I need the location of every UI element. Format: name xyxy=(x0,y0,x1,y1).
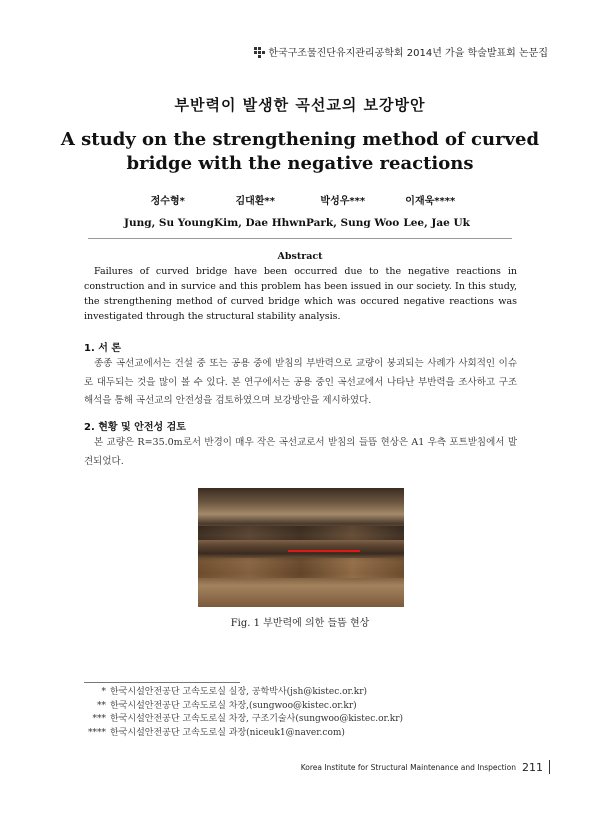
footnote-text: 한국시설안전공단 고속도로실 과장(niceuk1@naver.com) xyxy=(110,727,345,738)
header-text: 한국구조물진단유지관리공학회 2014년 가을 학술발표회 논문집 xyxy=(268,48,548,59)
uplift-marker-line xyxy=(288,550,360,552)
running-header xyxy=(254,44,548,59)
author-en: Jung, Su Young xyxy=(124,217,214,229)
abstract-title: Abstract xyxy=(277,251,323,262)
photo-shadow-band xyxy=(198,526,404,540)
author-ko: 이재욱**** xyxy=(405,196,456,207)
footnote xyxy=(84,686,403,700)
footnote-mark: *** xyxy=(92,714,106,724)
footnote xyxy=(84,700,403,714)
footnote-mark: * xyxy=(101,687,106,697)
author-en: Kim, Dae Hhwn xyxy=(213,217,306,229)
footnote-mark: ** xyxy=(97,700,106,711)
section-2-heading: 2. 현황 및 안전성 검토 xyxy=(84,422,186,433)
page-footer xyxy=(301,760,550,774)
author-block xyxy=(124,192,474,229)
author-en: Park, Sung Woo xyxy=(305,217,400,229)
footnote-text: 한국시설안전공단 고속도로실 차장,(sungwoo@kistec.or.kr) xyxy=(110,700,357,711)
author-names-english xyxy=(124,217,474,229)
footer-institute: Korea Institute for Structural Maintenance and Inspection xyxy=(300,762,516,772)
abstract-text: Failures of curved bridge have been occurred due to the negative reactions in construction and in survice and this problem has been issued in our society. In this study, the strengthening method of curved bridge which was occured negative reactions was investigated through the structural stability analysis. xyxy=(84,266,517,322)
title-divider xyxy=(88,238,512,239)
section-1-heading: 1. 서 론 xyxy=(84,343,122,354)
footnote-text: 한국시설안전공단 고속도로실 차장, 구조기술사(sungwoo@kistec.or.kr) xyxy=(110,714,404,724)
author-ko: 김대환** xyxy=(235,196,275,207)
footnote-divider xyxy=(84,682,240,683)
page-number: 211 xyxy=(522,760,543,774)
author-names-korean xyxy=(124,192,474,207)
author-ko: 박성우*** xyxy=(320,196,366,207)
author-en: Lee, Jae Uk xyxy=(403,217,470,229)
korean-title: 부반력이 발생한 곡선교의 보강방안 xyxy=(174,96,426,114)
footnote xyxy=(84,713,403,727)
footnote-mark: **** xyxy=(88,727,106,738)
figure-caption: Fig. 1 부반력에 의한 들뜸 현상 xyxy=(230,618,370,629)
footnotes xyxy=(84,686,403,740)
footnote-text: 한국시설안전공단 고속도로실 실장, 공학박사(jsh@kistec.or.kr) xyxy=(110,687,368,697)
author-ko: 정수형* xyxy=(150,196,185,207)
logo-icon xyxy=(254,47,264,57)
english-title: A study on the strengthening method of curved bridge with the negative reactions xyxy=(60,129,540,174)
footnote xyxy=(84,727,403,741)
bearing-uplift-photo xyxy=(198,488,404,607)
photo-rust-band xyxy=(198,558,404,578)
section-1-text: 종종 곡선교에서는 건설 중 또는 공용 중에 받침의 부반력으로 교량이 붕괴되는 사례가 사회적인 이슈로 대두되는 것을 많이 볼 수 있다. 본 연구에서는 공용 중인 곡선교에서 나타난 부반력을 조사하고 구조해석을 통해 곡선교의 안전성을 검토하였으며 보강방안을 제시하였다. xyxy=(84,358,517,406)
section-2-text: 본 교량은 R=35.0m로서 반경이 매우 작은 곡선교로서 받침의 들뜸 현상은 A1 우측 포트받침에서 발견되었다. xyxy=(84,437,517,467)
footer-bar xyxy=(549,760,550,774)
